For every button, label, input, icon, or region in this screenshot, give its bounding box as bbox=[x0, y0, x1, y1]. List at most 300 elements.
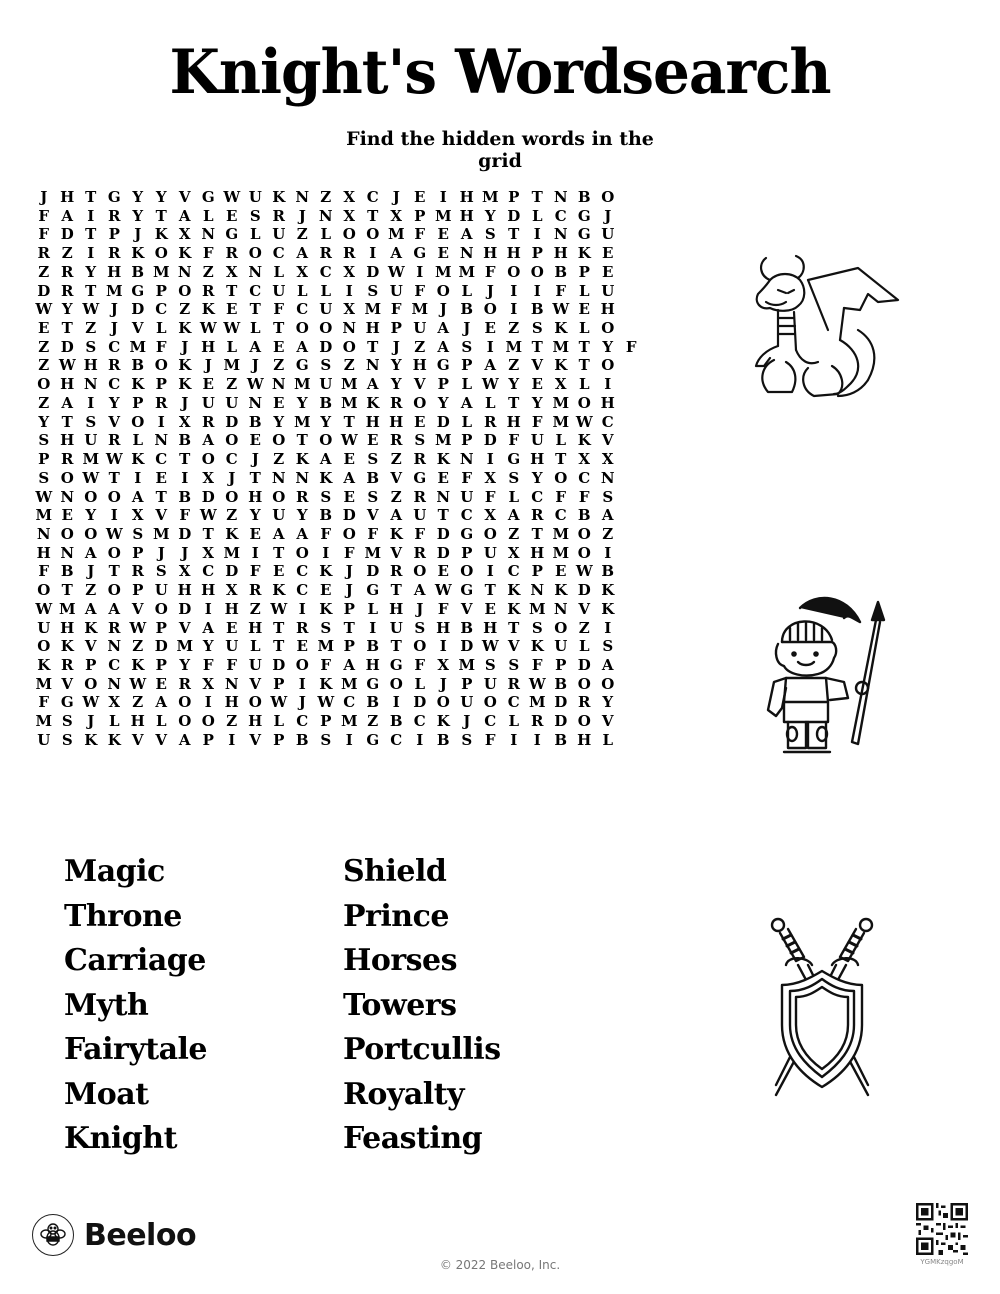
grid-cell[interactable]: L bbox=[155, 319, 167, 338]
grid-cell[interactable]: C bbox=[249, 281, 262, 300]
grid-cell[interactable]: K bbox=[507, 599, 521, 618]
grid-cell[interactable]: S bbox=[461, 337, 473, 356]
grid-cell[interactable]: O bbox=[413, 562, 427, 581]
grid-cell[interactable]: W bbox=[317, 693, 335, 712]
grid-cell[interactable]: B bbox=[601, 562, 615, 581]
grid-cell[interactable]: C bbox=[296, 562, 309, 581]
grid-cell[interactable]: Z bbox=[38, 262, 50, 281]
grid-cell[interactable]: P bbox=[461, 431, 473, 450]
grid-cell[interactable]: D bbox=[436, 524, 450, 543]
grid-cell[interactable]: E bbox=[226, 300, 238, 319]
grid-cell[interactable]: T bbox=[155, 206, 167, 225]
grid-cell[interactable]: F bbox=[155, 337, 167, 356]
grid-cell[interactable]: N bbox=[459, 244, 474, 263]
grid-cell[interactable]: E bbox=[484, 599, 496, 618]
grid-cell[interactable]: Z bbox=[85, 581, 97, 600]
grid-cell[interactable]: S bbox=[531, 618, 543, 637]
qr-code-icon[interactable] bbox=[916, 1203, 968, 1255]
grid-cell[interactable]: K bbox=[178, 356, 192, 375]
grid-cell[interactable]: X bbox=[343, 206, 356, 225]
grid-cell[interactable]: X bbox=[131, 506, 144, 525]
grid-cell[interactable]: B bbox=[577, 188, 591, 206]
grid-cell[interactable]: L bbox=[249, 225, 261, 244]
grid-cell[interactable]: O bbox=[60, 468, 74, 487]
grid-cell[interactable]: S bbox=[320, 487, 332, 506]
grid-cell[interactable]: Y bbox=[273, 412, 285, 431]
grid-cell[interactable]: H bbox=[224, 599, 239, 618]
grid-cell[interactable]: O bbox=[107, 581, 121, 600]
grid-cell[interactable]: O bbox=[342, 337, 356, 356]
grid-cell[interactable]: M bbox=[152, 262, 170, 281]
grid-cell[interactable]: Z bbox=[132, 637, 144, 656]
grid-cell[interactable]: F bbox=[437, 599, 449, 618]
grid-cell[interactable]: C bbox=[413, 712, 426, 731]
grid-cell[interactable] bbox=[620, 637, 644, 656]
grid-cell[interactable]: G bbox=[413, 244, 427, 263]
grid-cell[interactable]: S bbox=[602, 487, 614, 506]
grid-cell[interactable]: T bbox=[179, 450, 191, 469]
grid-cell[interactable]: O bbox=[178, 712, 192, 731]
grid-cell[interactable]: D bbox=[342, 506, 356, 525]
grid-cell[interactable]: M bbox=[340, 393, 358, 412]
grid-cell[interactable] bbox=[620, 394, 644, 413]
grid-cell[interactable]: E bbox=[61, 506, 73, 525]
grid-cell[interactable]: I bbox=[345, 730, 353, 749]
grid-cell[interactable]: F bbox=[226, 655, 238, 674]
grid-cell[interactable]: K bbox=[319, 599, 333, 618]
grid-cell[interactable]: I bbox=[510, 300, 518, 319]
grid-cell[interactable]: Z bbox=[508, 319, 520, 338]
grid-cell[interactable]: V bbox=[61, 674, 74, 693]
grid-cell[interactable]: W bbox=[270, 599, 288, 618]
grid-cell[interactable]: K bbox=[154, 225, 168, 244]
grid-cell[interactable]: D bbox=[577, 581, 591, 600]
grid-cell[interactable]: Z bbox=[508, 356, 520, 375]
grid-cell[interactable]: F bbox=[202, 244, 214, 263]
grid-cell[interactable]: E bbox=[202, 375, 214, 394]
grid-cell[interactable]: I bbox=[228, 730, 236, 749]
grid-cell[interactable]: G bbox=[201, 188, 215, 206]
grid-cell[interactable]: R bbox=[131, 562, 144, 581]
grid-cell[interactable] bbox=[620, 300, 644, 319]
grid-cell[interactable]: F bbox=[273, 300, 285, 319]
grid-cell[interactable]: O bbox=[507, 262, 521, 281]
grid-cell[interactable]: H bbox=[60, 188, 75, 206]
grid-cell[interactable]: R bbox=[61, 262, 74, 281]
grid-cell[interactable]: D bbox=[154, 637, 168, 656]
grid-cell[interactable]: M bbox=[129, 337, 147, 356]
grid-cell[interactable]: R bbox=[108, 618, 121, 637]
grid-cell[interactable]: C bbox=[390, 730, 403, 749]
grid-cell[interactable]: H bbox=[248, 618, 263, 637]
grid-cell[interactable]: S bbox=[320, 618, 332, 637]
grid-cell[interactable]: L bbox=[508, 712, 520, 731]
grid-cell[interactable]: J bbox=[345, 581, 353, 600]
grid-cell[interactable]: M bbox=[434, 206, 452, 225]
grid-cell[interactable]: W bbox=[82, 468, 100, 487]
grid-cell[interactable]: L bbox=[461, 375, 473, 394]
grid-cell[interactable]: L bbox=[273, 712, 285, 731]
grid-cell[interactable]: X bbox=[437, 655, 450, 674]
grid-cell[interactable]: O bbox=[577, 543, 591, 562]
grid-cell[interactable]: H bbox=[60, 431, 75, 450]
grid-cell[interactable]: I bbox=[486, 450, 494, 469]
grid-cell[interactable]: O bbox=[154, 356, 168, 375]
grid-cell[interactable]: H bbox=[365, 412, 380, 431]
grid-cell[interactable]: P bbox=[414, 206, 426, 225]
grid-cell[interactable]: B bbox=[460, 618, 474, 637]
grid-cell[interactable]: S bbox=[320, 356, 332, 375]
grid-cell[interactable]: M bbox=[528, 693, 546, 712]
grid-cell[interactable]: V bbox=[601, 431, 614, 450]
grid-cell[interactable]: K bbox=[601, 581, 615, 600]
grid-cell[interactable]: C bbox=[296, 712, 309, 731]
grid-cell[interactable] bbox=[620, 244, 644, 263]
grid-cell[interactable]: J bbox=[87, 562, 95, 581]
grid-cell[interactable]: W bbox=[199, 506, 217, 525]
grid-cell[interactable]: T bbox=[578, 337, 590, 356]
grid-cell[interactable]: R bbox=[390, 431, 403, 450]
grid-cell[interactable]: T bbox=[155, 487, 167, 506]
grid-cell[interactable]: I bbox=[439, 637, 447, 656]
grid-cell[interactable]: O bbox=[460, 562, 474, 581]
grid-cell[interactable]: R bbox=[319, 244, 332, 263]
grid-cell[interactable]: B bbox=[366, 693, 380, 712]
grid-cell[interactable]: F bbox=[179, 506, 191, 525]
grid-cell[interactable]: G bbox=[389, 655, 403, 674]
grid-cell[interactable]: X bbox=[202, 674, 215, 693]
grid-cell[interactable]: N bbox=[530, 581, 545, 600]
grid-cell[interactable]: M bbox=[35, 506, 53, 525]
grid-cell[interactable]: U bbox=[225, 637, 239, 656]
grid-cell[interactable]: G bbox=[460, 524, 474, 543]
grid-cell[interactable]: R bbox=[108, 206, 121, 225]
grid-cell[interactable]: M bbox=[340, 712, 358, 731]
grid-cell[interactable]: O bbox=[201, 712, 215, 731]
grid-cell[interactable]: W bbox=[434, 581, 452, 600]
grid-cell[interactable]: W bbox=[82, 300, 100, 319]
grid-cell[interactable]: H bbox=[83, 356, 98, 375]
grid-cell[interactable]: E bbox=[155, 674, 167, 693]
grid-cell[interactable]: T bbox=[202, 524, 214, 543]
grid-cell[interactable]: X bbox=[343, 188, 356, 206]
grid-cell[interactable] bbox=[620, 675, 644, 694]
grid-cell[interactable]: S bbox=[414, 431, 426, 450]
grid-cell[interactable]: V bbox=[460, 599, 473, 618]
grid-cell[interactable]: D bbox=[178, 524, 192, 543]
grid-cell[interactable] bbox=[620, 282, 644, 301]
grid-cell[interactable]: H bbox=[483, 618, 498, 637]
grid-cell[interactable]: H bbox=[36, 543, 51, 562]
grid-cell[interactable]: D bbox=[225, 412, 239, 431]
grid-cell[interactable]: D bbox=[460, 637, 474, 656]
grid-cell[interactable]: A bbox=[84, 543, 97, 562]
grid-cell[interactable]: R bbox=[390, 393, 403, 412]
grid-cell[interactable]: N bbox=[553, 225, 568, 244]
grid-cell[interactable]: Z bbox=[61, 244, 73, 263]
grid-cell[interactable]: Z bbox=[38, 356, 50, 375]
grid-cell[interactable]: E bbox=[226, 206, 238, 225]
grid-cell[interactable]: Z bbox=[85, 319, 97, 338]
grid-cell[interactable]: Y bbox=[437, 393, 449, 412]
grid-cell[interactable]: O bbox=[577, 524, 591, 543]
grid-cell[interactable]: B bbox=[554, 674, 568, 693]
grid-cell[interactable]: B bbox=[178, 487, 192, 506]
grid-cell[interactable]: X bbox=[202, 468, 215, 487]
grid-cell[interactable]: P bbox=[343, 637, 355, 656]
grid-cell[interactable]: P bbox=[555, 655, 567, 674]
grid-cell[interactable]: J bbox=[298, 693, 306, 712]
grid-cell[interactable]: D bbox=[178, 599, 192, 618]
grid-cell[interactable]: U bbox=[37, 618, 51, 637]
grid-cell[interactable]: K bbox=[178, 319, 192, 338]
grid-cell[interactable]: Z bbox=[132, 693, 144, 712]
grid-cell[interactable]: I bbox=[110, 506, 118, 525]
grid-cell[interactable]: L bbox=[202, 206, 214, 225]
grid-cell[interactable]: K bbox=[272, 188, 286, 206]
grid-cell[interactable]: Z bbox=[414, 337, 426, 356]
grid-cell[interactable]: O bbox=[389, 674, 403, 693]
grid-cell[interactable]: Y bbox=[602, 693, 614, 712]
grid-cell[interactable]: D bbox=[60, 225, 74, 244]
grid-cell[interactable]: P bbox=[108, 225, 120, 244]
grid-cell[interactable]: O bbox=[436, 693, 450, 712]
grid-cell[interactable]: J bbox=[157, 543, 165, 562]
grid-cell[interactable]: P bbox=[132, 393, 144, 412]
grid-cell[interactable]: N bbox=[342, 319, 357, 338]
grid-cell[interactable]: U bbox=[389, 618, 403, 637]
grid-cell[interactable]: D bbox=[201, 487, 215, 506]
grid-cell[interactable]: N bbox=[553, 188, 568, 206]
grid-cell[interactable]: O bbox=[601, 356, 615, 375]
grid-cell[interactable]: P bbox=[38, 450, 50, 469]
grid-cell[interactable]: Y bbox=[390, 356, 402, 375]
grid-cell[interactable]: O bbox=[272, 431, 286, 450]
grid-cell[interactable]: O bbox=[554, 618, 568, 637]
grid-cell[interactable]: M bbox=[552, 412, 570, 431]
grid-cell[interactable]: T bbox=[343, 618, 355, 637]
grid-cell[interactable]: B bbox=[530, 300, 544, 319]
grid-cell[interactable]: K bbox=[178, 244, 192, 263]
grid-cell[interactable]: E bbox=[273, 393, 285, 412]
grid-cell[interactable]: P bbox=[132, 543, 144, 562]
grid-cell[interactable]: S bbox=[155, 562, 167, 581]
grid-cell[interactable]: E bbox=[249, 524, 261, 543]
grid-cell[interactable]: E bbox=[555, 562, 567, 581]
grid-cell[interactable]: M bbox=[434, 431, 452, 450]
grid-cell[interactable]: F bbox=[414, 524, 426, 543]
grid-cell[interactable]: R bbox=[484, 412, 497, 431]
grid-cell[interactable]: C bbox=[225, 450, 238, 469]
grid-cell[interactable]: M bbox=[411, 300, 429, 319]
grid-cell[interactable]: B bbox=[319, 393, 333, 412]
grid-cell[interactable]: P bbox=[202, 730, 214, 749]
grid-cell[interactable]: P bbox=[531, 244, 543, 263]
grid-cell[interactable]: O bbox=[601, 674, 615, 693]
grid-cell[interactable]: E bbox=[249, 431, 261, 450]
grid-cell[interactable]: T bbox=[273, 618, 285, 637]
grid-cell[interactable]: H bbox=[130, 712, 145, 731]
grid-cell[interactable]: T bbox=[508, 618, 520, 637]
grid-cell[interactable]: W bbox=[82, 693, 100, 712]
grid-cell[interactable]: Z bbox=[320, 188, 332, 206]
grid-cell[interactable]: C bbox=[507, 562, 520, 581]
grid-cell[interactable]: V bbox=[366, 506, 379, 525]
grid-cell[interactable]: I bbox=[439, 188, 447, 206]
grid-cell[interactable]: A bbox=[437, 337, 450, 356]
grid-cell[interactable]: O bbox=[601, 188, 615, 206]
grid-cell[interactable]: Z bbox=[249, 599, 261, 618]
grid-cell[interactable]: N bbox=[201, 225, 216, 244]
grid-cell[interactable]: Y bbox=[155, 188, 167, 206]
grid-cell[interactable]: Z bbox=[390, 450, 402, 469]
grid-cell[interactable]: R bbox=[202, 281, 215, 300]
grid-cell[interactable]: M bbox=[35, 674, 53, 693]
grid-cell[interactable]: W bbox=[105, 450, 123, 469]
grid-cell[interactable]: E bbox=[484, 319, 496, 338]
grid-cell[interactable]: X bbox=[554, 375, 567, 394]
grid-cell[interactable]: O bbox=[319, 431, 333, 450]
grid-cell[interactable]: C bbox=[554, 206, 567, 225]
grid-cell[interactable]: K bbox=[554, 356, 568, 375]
grid-cell[interactable]: B bbox=[248, 412, 262, 431]
grid-cell[interactable]: B bbox=[554, 262, 568, 281]
grid-cell[interactable]: K bbox=[319, 562, 333, 581]
grid-cell[interactable]: V bbox=[84, 637, 97, 656]
grid-cell[interactable]: W bbox=[481, 375, 499, 394]
grid-cell[interactable]: V bbox=[131, 599, 144, 618]
grid-cell[interactable]: G bbox=[366, 730, 380, 749]
grid-cell[interactable]: L bbox=[320, 281, 332, 300]
grid-cell[interactable]: R bbox=[108, 356, 121, 375]
grid-cell[interactable]: A bbox=[460, 225, 473, 244]
grid-cell[interactable]: R bbox=[343, 244, 356, 263]
grid-cell[interactable]: Z bbox=[226, 712, 238, 731]
grid-cell[interactable]: A bbox=[296, 337, 309, 356]
grid-cell[interactable]: T bbox=[531, 337, 543, 356]
grid-cell[interactable]: C bbox=[343, 693, 356, 712]
grid-cell[interactable] bbox=[620, 225, 644, 244]
grid-cell[interactable]: F bbox=[414, 225, 426, 244]
grid-cell[interactable]: L bbox=[578, 375, 590, 394]
grid-cell[interactable]: H bbox=[506, 412, 521, 431]
grid-cell[interactable]: P bbox=[531, 562, 543, 581]
grid-cell[interactable]: M bbox=[552, 524, 570, 543]
grid-cell[interactable]: P bbox=[390, 319, 402, 338]
grid-cell[interactable]: M bbox=[340, 674, 358, 693]
grid-cell[interactable]: M bbox=[223, 356, 241, 375]
grid-cell[interactable]: O bbox=[601, 319, 615, 338]
grid-cell[interactable]: V bbox=[131, 319, 144, 338]
grid-cell[interactable]: U bbox=[319, 300, 333, 319]
grid-cell[interactable]: P bbox=[320, 712, 332, 731]
grid-cell[interactable]: I bbox=[369, 618, 377, 637]
grid-cell[interactable]: V bbox=[108, 412, 121, 431]
grid-cell[interactable]: A bbox=[249, 337, 262, 356]
grid-cell[interactable]: T bbox=[61, 581, 73, 600]
grid-cell[interactable]: Y bbox=[531, 393, 543, 412]
grid-cell[interactable]: D bbox=[366, 562, 380, 581]
grid-cell[interactable]: K bbox=[131, 450, 145, 469]
grid-cell[interactable]: C bbox=[531, 487, 544, 506]
grid-cell[interactable]: T bbox=[390, 637, 402, 656]
grid-cell[interactable]: H bbox=[60, 375, 75, 394]
grid-cell[interactable]: E bbox=[343, 450, 355, 469]
grid-cell[interactable]: V bbox=[178, 618, 191, 637]
grid-cell[interactable]: W bbox=[246, 375, 264, 394]
grid-cell[interactable]: R bbox=[578, 693, 591, 712]
grid-cell[interactable]: Z bbox=[343, 356, 355, 375]
grid-cell[interactable]: P bbox=[85, 655, 97, 674]
grid-cell[interactable]: S bbox=[367, 487, 379, 506]
grid-cell[interactable]: W bbox=[223, 188, 241, 206]
grid-cell[interactable]: B bbox=[366, 468, 380, 487]
grid-cell[interactable]: S bbox=[531, 319, 543, 338]
grid-cell[interactable]: Y bbox=[202, 637, 214, 656]
grid-cell[interactable]: T bbox=[85, 281, 97, 300]
grid-cell[interactable]: N bbox=[177, 262, 192, 281]
grid-cell[interactable]: W bbox=[35, 487, 53, 506]
grid-cell[interactable]: E bbox=[437, 562, 449, 581]
grid-cell[interactable]: C bbox=[554, 506, 567, 525]
grid-cell[interactable]: A bbox=[61, 393, 74, 412]
grid-cell[interactable]: M bbox=[364, 300, 382, 319]
grid-cell[interactable]: K bbox=[554, 581, 568, 600]
grid-cell[interactable]: S bbox=[38, 431, 50, 450]
grid-cell[interactable]: A bbox=[272, 524, 285, 543]
grid-cell[interactable]: Z bbox=[296, 225, 308, 244]
grid-cell[interactable]: M bbox=[364, 543, 382, 562]
grid-cell[interactable]: A bbox=[202, 618, 215, 637]
grid-cell[interactable]: S bbox=[61, 730, 73, 749]
grid-cell[interactable]: G bbox=[225, 225, 239, 244]
grid-cell[interactable]: L bbox=[249, 637, 261, 656]
grid-cell[interactable]: S bbox=[85, 412, 97, 431]
grid-cell[interactable]: G bbox=[107, 188, 121, 206]
grid-cell[interactable]: E bbox=[414, 412, 426, 431]
grid-cell[interactable]: I bbox=[533, 730, 541, 749]
grid-cell[interactable]: M bbox=[293, 412, 311, 431]
grid-cell[interactable]: Z bbox=[202, 262, 214, 281]
grid-cell[interactable]: E bbox=[343, 487, 355, 506]
grid-cell[interactable]: V bbox=[178, 188, 191, 206]
grid-cell[interactable]: X bbox=[484, 506, 497, 525]
grid-cell[interactable]: L bbox=[226, 337, 238, 356]
grid-cell[interactable]: O bbox=[154, 244, 168, 263]
grid-cell[interactable]: J bbox=[228, 468, 236, 487]
grid-cell[interactable] bbox=[620, 656, 644, 675]
grid-cell[interactable]: J bbox=[392, 188, 400, 206]
grid-cell[interactable]: T bbox=[249, 468, 261, 487]
grid-cell[interactable]: N bbox=[107, 637, 122, 656]
grid-cell[interactable]: W bbox=[387, 262, 405, 281]
grid-cell[interactable]: M bbox=[293, 375, 311, 394]
grid-cell[interactable]: G bbox=[460, 581, 474, 600]
grid-cell[interactable]: U bbox=[554, 637, 568, 656]
grid-cell[interactable]: D bbox=[507, 206, 521, 225]
grid-cell[interactable]: N bbox=[36, 524, 51, 543]
grid-cell[interactable]: S bbox=[414, 618, 426, 637]
grid-cell[interactable]: T bbox=[273, 319, 285, 338]
grid-cell[interactable]: J bbox=[181, 393, 189, 412]
grid-cell[interactable]: G bbox=[366, 581, 380, 600]
grid-cell[interactable]: G bbox=[507, 450, 521, 469]
grid-cell[interactable]: N bbox=[107, 674, 122, 693]
grid-cell[interactable]: K bbox=[60, 637, 74, 656]
grid-cell[interactable]: O bbox=[577, 712, 591, 731]
grid-cell[interactable]: W bbox=[129, 674, 147, 693]
grid-cell[interactable]: S bbox=[367, 281, 379, 300]
